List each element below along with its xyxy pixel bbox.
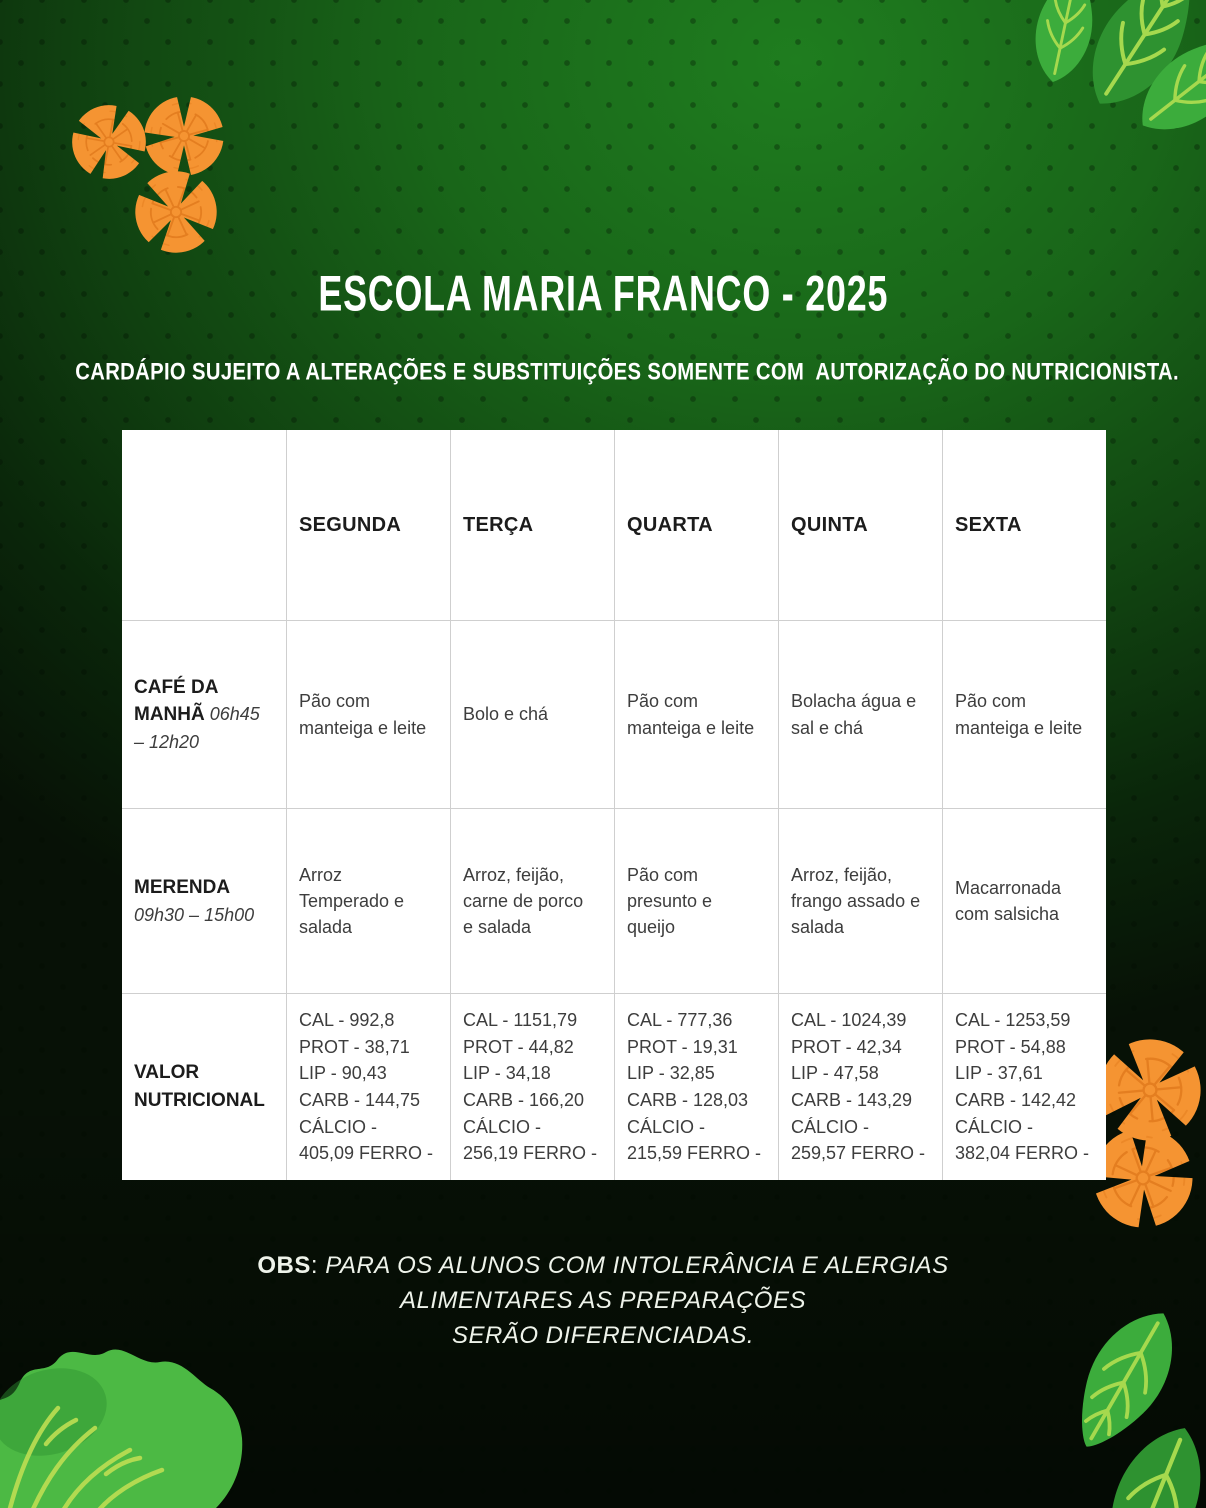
day-header-3: QUARTA	[614, 430, 778, 620]
row-label-bold: CAFÉ DA MANHÃ	[134, 676, 218, 726]
table-corner-cell	[122, 430, 286, 620]
leaves-icon-top-right	[1005, 0, 1205, 155]
menu-cell-row2-col5: Macarronada com salsicha	[942, 808, 1106, 993]
obs-line: ALIMENTARES AS PREPARAÇÕES	[400, 1287, 806, 1314]
obs-separator: :	[310, 1252, 326, 1279]
menu-cell-row2-col1: Arroz Temperado e salada	[286, 808, 450, 993]
menu-cell-row2-col3: Pão com presunto e queijo	[614, 808, 778, 993]
row-label-bold: MERENDA	[134, 877, 231, 899]
menu-cell-row3-col1: CAL - 992,8 PROT - 38,71 LIP - 90,43 CARB - 144,75 CÁLCIO - 405,09 FERRO -	[286, 993, 450, 1180]
carrot-slices-icon-top-left	[52, 78, 232, 263]
row-label-time: 09h30 – 15h00	[134, 904, 255, 925]
menu-cell-row1-col1: Pão com manteiga e leite	[286, 620, 450, 808]
menu-cell-row1-col5: Pão com manteiga e leite	[942, 620, 1106, 808]
obs-text: PARA OS ALUNOS COM INTOLERÂNCIA E ALERGIAS	[325, 1252, 949, 1279]
menu-cell-row1-col4: Bolacha água e sal e chá	[778, 620, 942, 808]
row-label-3	[122, 993, 286, 1180]
menu-cell-row2-col2: Arroz, feijão, carne de porco e salada	[450, 808, 614, 993]
page-title: ESCOLA MARIA FRANCO - 2025	[318, 264, 888, 322]
row-label-1	[122, 620, 286, 808]
day-header-1: SEGUNDA	[286, 430, 450, 620]
obs-note	[0, 1248, 1206, 1353]
menu-table	[122, 430, 1106, 1180]
menu-cell-row3-col5: CAL - 1253,59 PROT - 54,88 LIP - 37,61 CARB - 142,42 CÁLCIO - 382,04 FERRO -	[942, 993, 1106, 1180]
row-label-2	[122, 808, 286, 993]
page-title-wrap	[0, 266, 1206, 320]
menu-cell-row3-col3: CAL - 777,36 PROT - 19,31 LIP - 32,85 CARB - 128,03 CÁLCIO - 215,59 FERRO -	[614, 993, 778, 1180]
row-label-bold: VALOR NUTRICIONAL	[134, 1062, 265, 1111]
day-header-5: SEXTA	[942, 430, 1106, 620]
page-subtitle: CARDÁPIO SUJEITO A ALTERAÇÕES E SUBSTITUIÇÕES SOMENTE COM AUTORIZAÇÃO DO NUTRICIONISTA.	[75, 357, 1180, 385]
row-label-time: 06h45 – 12h20	[134, 704, 260, 752]
menu-cell-row3-col2: CAL - 1151,79 PROT - 44,82 LIP - 34,18 CARB - 166,20 CÁLCIO - 256,19 FERRO -	[450, 993, 614, 1180]
menu-cell-row1-col2: Bolo e chá	[450, 620, 614, 808]
menu-cell-row1-col3: Pão com manteiga e leite	[614, 620, 778, 808]
menu-cell-row2-col4: Arroz, feijão, frango assado e salada	[778, 808, 942, 993]
day-header-4: QUINTA	[778, 430, 942, 620]
obs-line: SERÃO DIFERENCIADAS.	[451, 1322, 755, 1349]
obs-label: OBS	[257, 1252, 311, 1279]
menu-cell-row3-col4: CAL - 1024,39 PROT - 42,34 LIP - 47,58 CARB - 143,29 CÁLCIO - 259,57 FERRO -	[778, 993, 942, 1180]
page-subtitle-wrap	[0, 358, 1206, 385]
obs-line	[0, 1248, 1206, 1283]
day-header-2: TERÇA	[450, 430, 614, 620]
